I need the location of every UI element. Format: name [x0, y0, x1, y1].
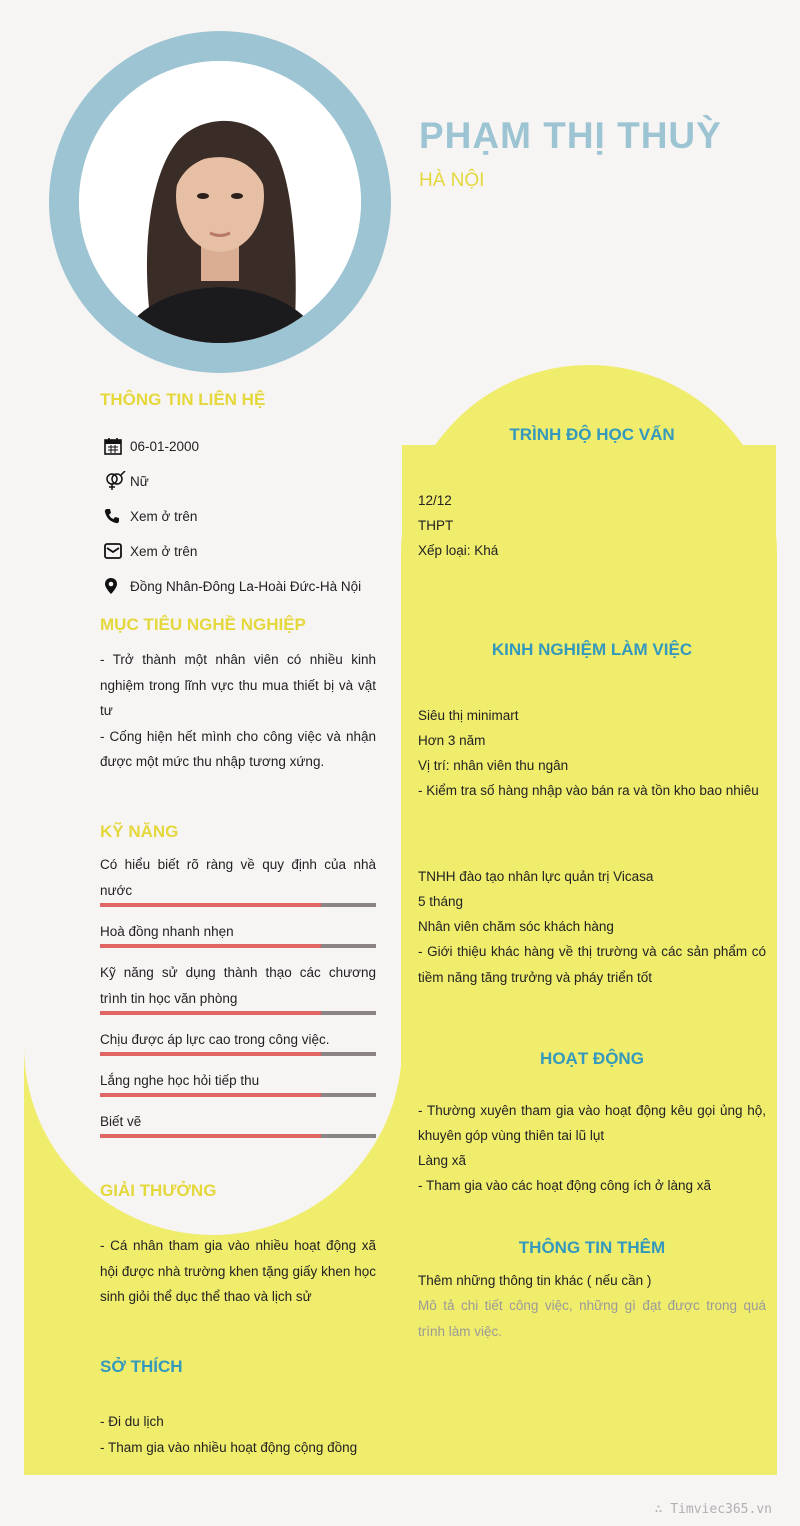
contact-email	[104, 539, 197, 563]
skill-label: Kỹ năng sử dụng thành thạo các chương trình tin học văn phòng	[100, 965, 376, 1006]
experience-job	[418, 703, 766, 804]
objective-line: - Cống hiện hết mình cho công việc và nhận được một mức thu nhập tương xứng.	[100, 728, 376, 769]
skill-label: Hoà đồng nhanh nhẹn	[100, 924, 234, 939]
job-company: TNHH đào tạo nhân lực quản trị Vicasa	[418, 869, 654, 884]
job-description: - Kiểm tra số hàng nhập vào bán ra và tồn kho bao nhiêu	[418, 783, 759, 798]
extra-heading: THÔNG TIN THÊM	[518, 1238, 666, 1257]
candidate-name: PHẠM THỊ THUỲ	[419, 115, 722, 156]
skill-bar-fill	[100, 1134, 321, 1138]
calendar-icon	[104, 437, 130, 455]
hobbies-heading: SỞ THÍCH	[100, 1357, 183, 1376]
education-heading: TRÌNH ĐỘ HỌC VẤN	[509, 425, 675, 444]
phone-value: Xem ở trên	[130, 508, 198, 524]
skills-heading: KỸ NĂNG	[100, 822, 179, 841]
activities-heading: HOẠT ĐỘNG	[540, 1049, 644, 1068]
education-line: Xếp loại: Khá	[418, 543, 499, 558]
skill-label: Chịu được áp lực cao trong công việc.	[100, 1032, 330, 1047]
skill-bar-fill	[100, 1011, 321, 1015]
objective-text	[100, 647, 376, 775]
skill-label: Biết vẽ	[100, 1114, 142, 1129]
skill-bar	[100, 1134, 376, 1138]
activity-line: - Tham gia vào các hoạt động công ích ở làng xã	[418, 1178, 712, 1193]
education-line: 12/12	[418, 493, 452, 508]
address-value: Đồng Nhân-Đông La-Hoài Đức-Hà Nội	[130, 578, 362, 594]
skill-bar	[100, 1093, 376, 1097]
skill-bar-fill	[100, 1093, 321, 1097]
gender-value: Nữ	[130, 473, 149, 489]
job-position: Vị trí: nhân viên thu ngân	[418, 758, 569, 773]
skill-bar	[100, 944, 376, 948]
avatar	[79, 61, 361, 343]
awards-heading: GIẢI THƯỞNG	[100, 1181, 217, 1200]
job-description: - Giới thiệu khác hàng về thị trường và các sản phẩm có tiềm năng tăng trưởng và pháy triển tốt	[418, 944, 766, 985]
activities-text	[418, 1098, 766, 1198]
cv-page	[6, 5, 794, 1499]
contact-gender	[104, 469, 149, 493]
contact-address	[104, 574, 361, 598]
experience-job	[418, 864, 766, 991]
skill-bar	[100, 903, 376, 907]
footer-brand[interactable]: ∴ Timviec365.vn	[654, 1502, 772, 1517]
candidate-city: HÀ NỘI	[419, 170, 485, 191]
skill-bar-fill	[100, 1052, 321, 1056]
skill-bar	[100, 1011, 376, 1015]
phone-icon	[104, 508, 130, 524]
birthdate-value: 06-01-2000	[130, 438, 200, 454]
education-line: THPT	[418, 518, 454, 533]
gender-icon	[104, 471, 130, 491]
skill-label: Có hiểu biết rõ ràng về quy định của nhà nước	[100, 857, 376, 898]
skill-bar-fill	[100, 903, 321, 907]
skill-bar	[100, 1052, 376, 1056]
skill-bar-fill	[100, 944, 321, 948]
contact-heading: THÔNG TIN LIÊN HỆ	[100, 390, 266, 409]
objective-line: - Trở thành một nhân viên có nhiều kinh nghiệm trong lĩnh vực thu mua thiết bị và vật tư	[100, 652, 376, 718]
activity-line: Làng xã	[418, 1153, 467, 1168]
location-pin-icon	[104, 577, 130, 595]
email-value: Xem ở trên	[130, 543, 198, 559]
activity-line: - Thường xuyên tham gia vào hoạt động kêu gọi ủng hộ, khuyên góp vùng thiên tai lũ lụt	[418, 1103, 766, 1143]
extra-line: Thêm những thông tin khác ( nếu cần )	[418, 1273, 652, 1288]
education-text	[418, 488, 766, 563]
portrait-image	[79, 61, 361, 343]
objective-heading: MỤC TIÊU NGHỀ NGHIỆP	[100, 615, 306, 634]
extra-placeholder: Mô tả chi tiết công việc, những gì đạt được trong quá trình làm việc.	[418, 1298, 766, 1339]
awards-text: - Cá nhân tham gia vào nhiều hoạt động xã hội được nhà trường khen tặng giấy khen học sinh giỏi thể dục thể thao và lịch sử	[100, 1238, 376, 1304]
email-icon	[104, 543, 130, 559]
job-company: Siêu thị minimart	[418, 708, 519, 723]
contact-birthdate	[104, 434, 199, 458]
skill-label: Lắng nghe học hỏi tiếp thu	[100, 1073, 260, 1088]
extra-text	[418, 1268, 766, 1345]
job-position: Nhân viên chăm sóc khách hàng	[418, 919, 614, 934]
hobby-item: - Tham gia vào nhiều hoạt động cộng đồng	[100, 1439, 358, 1455]
job-duration: Hơn 3 năm	[418, 733, 486, 748]
job-duration: 5 tháng	[418, 894, 464, 909]
hobbies-text	[100, 1409, 390, 1460]
hobby-item: - Đi du lịch	[100, 1414, 164, 1429]
contact-phone	[104, 504, 197, 528]
experience-heading: KINH NGHIỆM LÀM VIỆC	[491, 640, 693, 659]
